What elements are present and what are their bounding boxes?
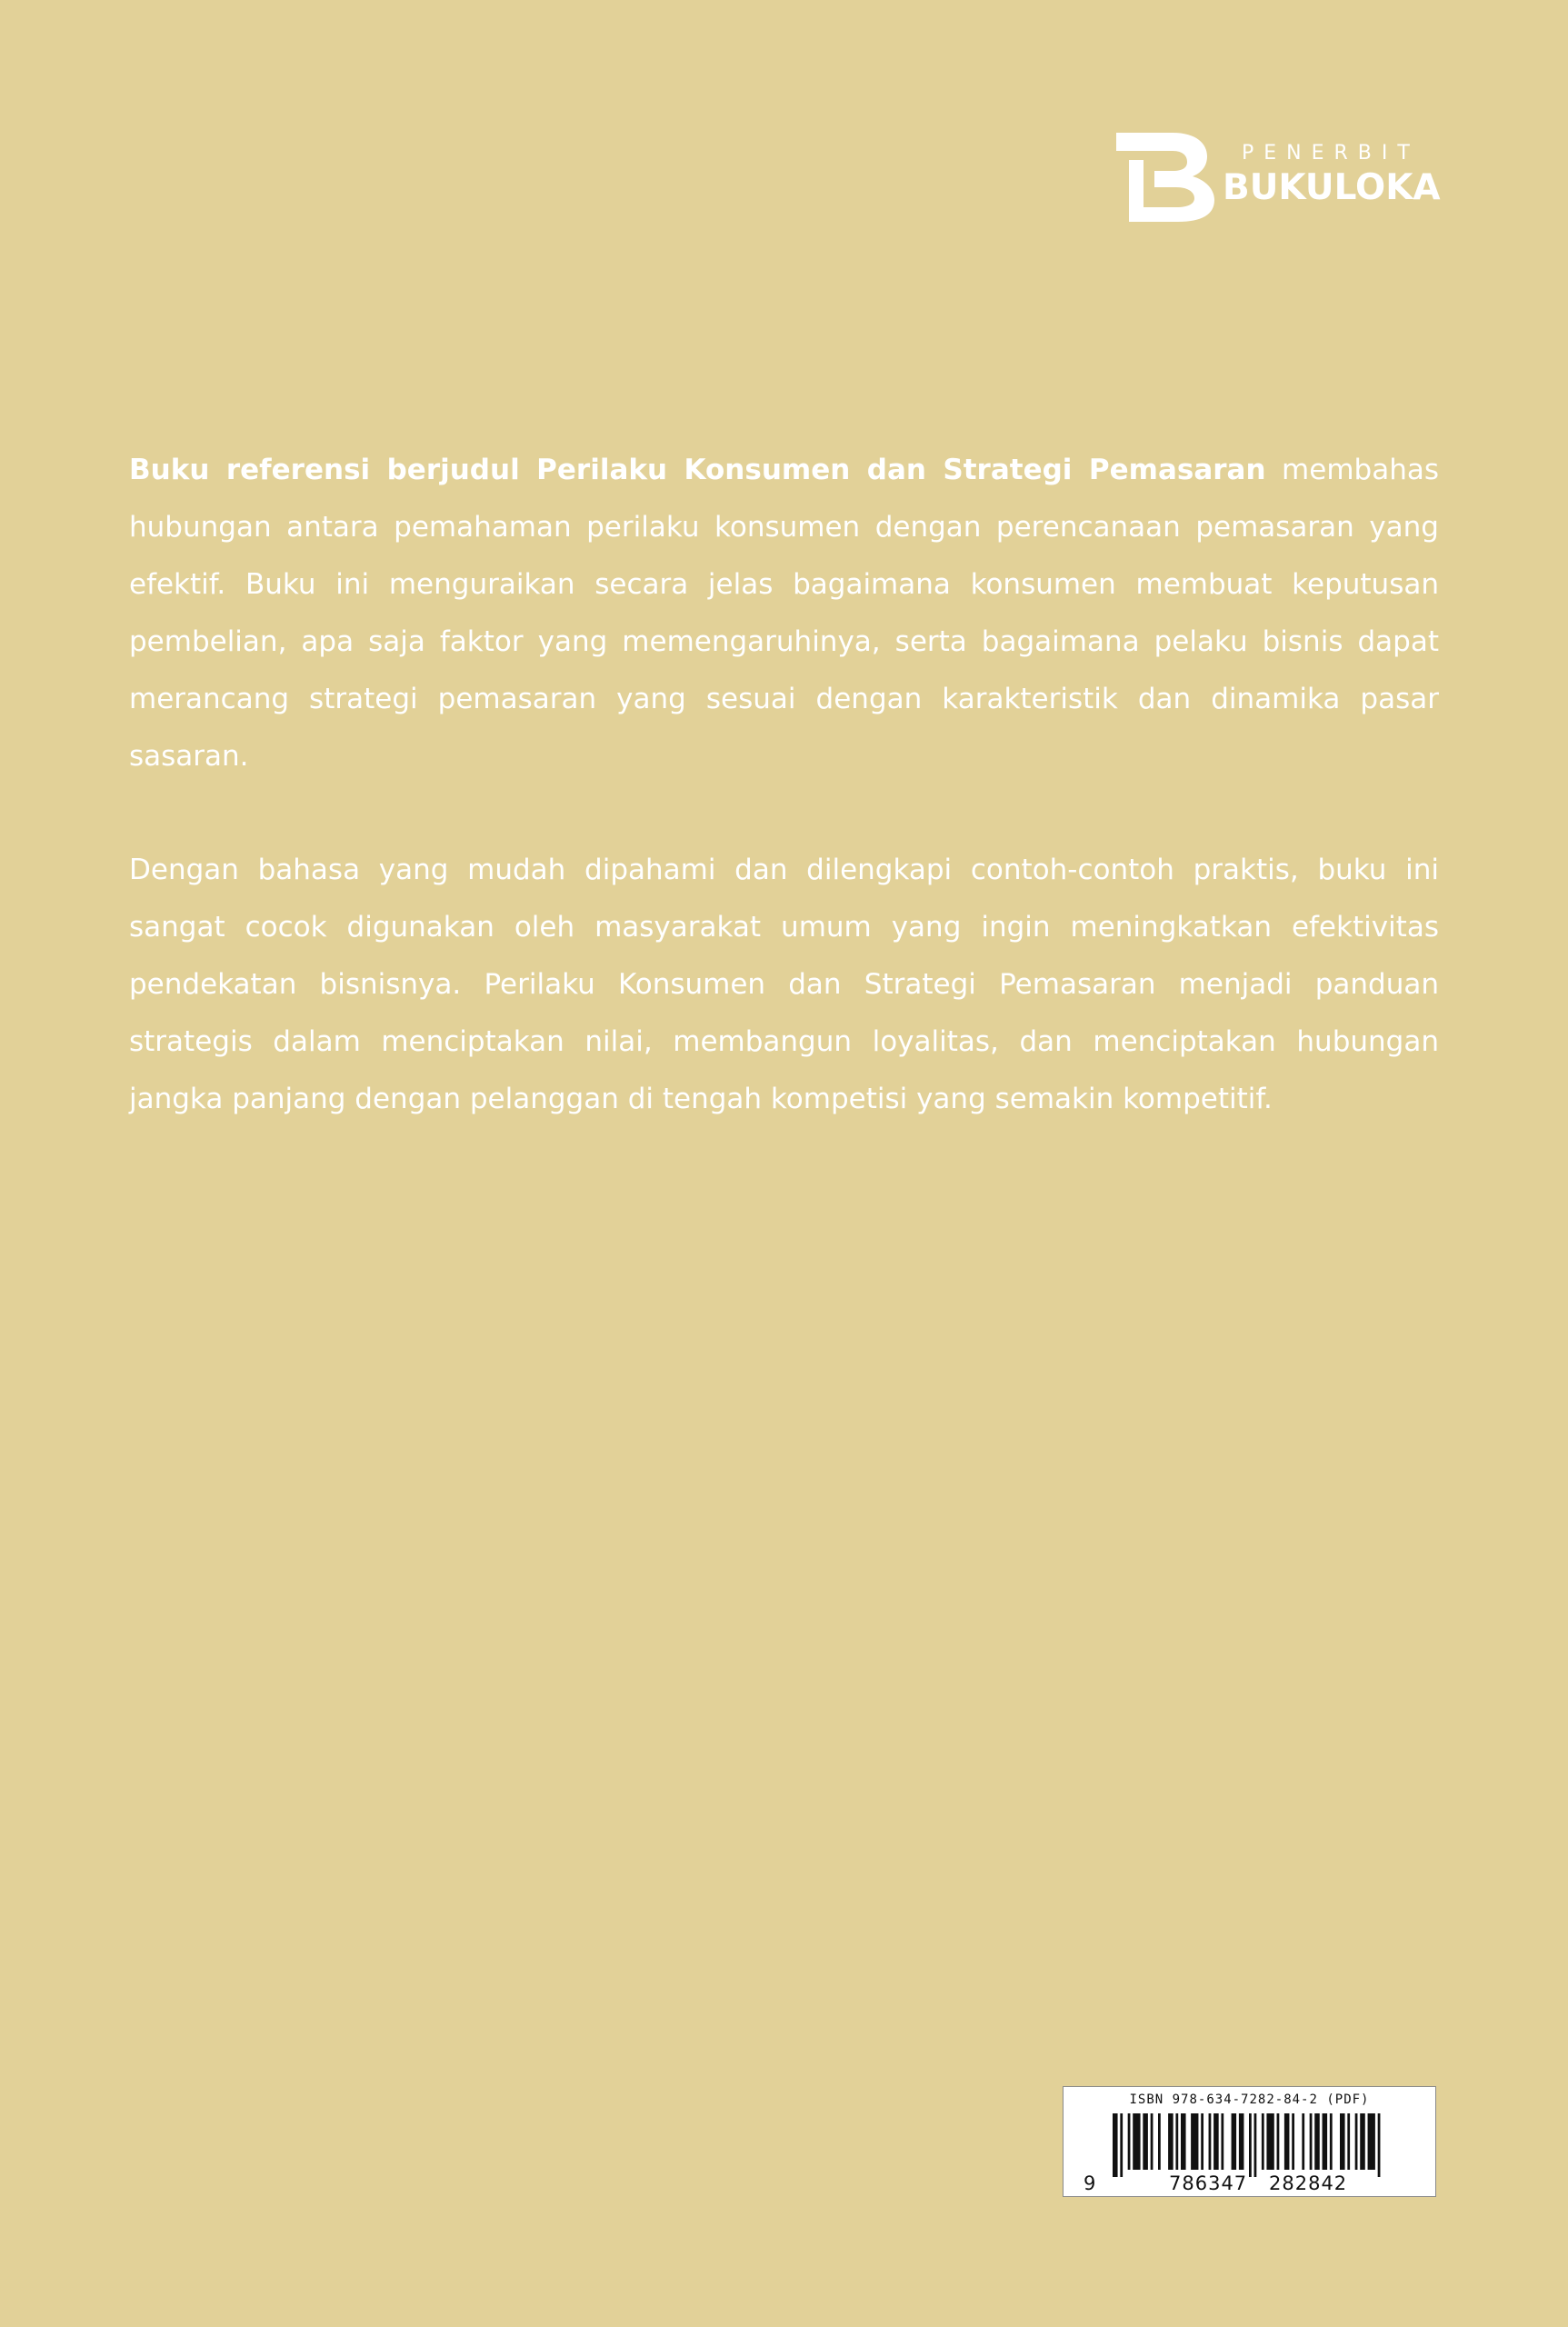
barcode-bar [1284, 2113, 1290, 2170]
barcode-bar [1355, 2113, 1358, 2170]
barcode-bar [1292, 2113, 1294, 2170]
barcode-bar [1221, 2113, 1223, 2170]
barcode-bar [1330, 2113, 1333, 2170]
barcode-bar [1340, 2113, 1345, 2170]
barcode-bar [1158, 2113, 1161, 2170]
barcode-bar [1378, 2113, 1381, 2177]
barcode-first-digit: 9 [1084, 2172, 1096, 2194]
barcode-bar [1314, 2113, 1320, 2170]
barcode-right-digits: 282842 [1269, 2172, 1348, 2194]
isbn-barcode [1063, 2086, 1436, 2197]
barcode-bar [1249, 2113, 1252, 2177]
barcode-bars [1113, 2113, 1385, 2177]
barcode-bar [1323, 2113, 1328, 2170]
barcode-bar [1201, 2113, 1203, 2170]
barcode-bar [1120, 2113, 1123, 2177]
barcode-bar [1213, 2113, 1219, 2170]
barcode-bar [1347, 2113, 1350, 2170]
publisher-name: BUKULOKA [1223, 167, 1441, 208]
barcode-bar [1191, 2113, 1198, 2170]
publisher-prefix: PENERBIT [1242, 142, 1420, 165]
barcode-bar [1302, 2113, 1304, 2170]
publisher-logo [1116, 133, 1443, 224]
barcode-bar [1143, 2113, 1148, 2170]
blurb-paragraph-2: Dengan bahasa yang mudah dipahami dan dilengkapi contoh-contoh praktis, buku ini sangat cocok digunakan oleh masyarakat umum yang ingin meningkatkan efektivitas pendekatan bisnisnya. Perilaku Konsumen dan Strategi Pemasaran menjadi panduan strategis dalam menciptakan nilai, membangun loyalitas, dan menciptakan hubungan jangka panjang dengan pelanggan di tengah kompetisi yang semakin kompetitif. [129, 854, 1439, 1115]
barcode-bar [1239, 2113, 1244, 2170]
barcode-bar [1181, 2113, 1186, 2170]
blurb-paragraph-1 [129, 442, 1439, 785]
barcode-bar [1310, 2113, 1313, 2170]
bukuloka-b-logo-icon [1116, 133, 1214, 222]
barcode-bar [1254, 2113, 1257, 2177]
barcode-bar [1168, 2113, 1174, 2170]
barcode-bar [1360, 2113, 1365, 2170]
barcode-bar [1175, 2113, 1178, 2170]
barcode-bar [1133, 2113, 1140, 2170]
barcode-bar [1368, 2113, 1375, 2170]
barcode-bar [1209, 2113, 1212, 2170]
book-title-bold: Buku referensi berjudul Perilaku Konsumen dan Strategi Pemasaran [129, 454, 1266, 486]
barcode-bar [1277, 2113, 1280, 2170]
barcode-bar [1151, 2113, 1154, 2170]
barcode-bar [1128, 2113, 1131, 2170]
isbn-label: ISBN 978-634-7282-84-2 (PDF) [1129, 2092, 1370, 2107]
blurb-paragraph-1-text: membahas hubungan antara pemahaman perilaku konsumen dengan perencanaan pemasaran yang efektif. Buku ini menguraikan secara jelas bagaimana konsumen membuat keputusan pembelian, apa saja faktor yang memengaruhinya, serta bagaimana pelaku bisnis dapat merancang strategi pemasaran yang sesuai dengan karakteristik dan dinamika pasar sasaran. [129, 454, 1439, 773]
barcode-left-digits: 786347 [1169, 2172, 1248, 2194]
barcode-bar [1262, 2113, 1264, 2170]
book-blurb [129, 442, 1439, 1128]
barcode-bar [1266, 2113, 1273, 2170]
barcode-bar [1232, 2113, 1237, 2170]
barcode-bar [1113, 2113, 1118, 2177]
